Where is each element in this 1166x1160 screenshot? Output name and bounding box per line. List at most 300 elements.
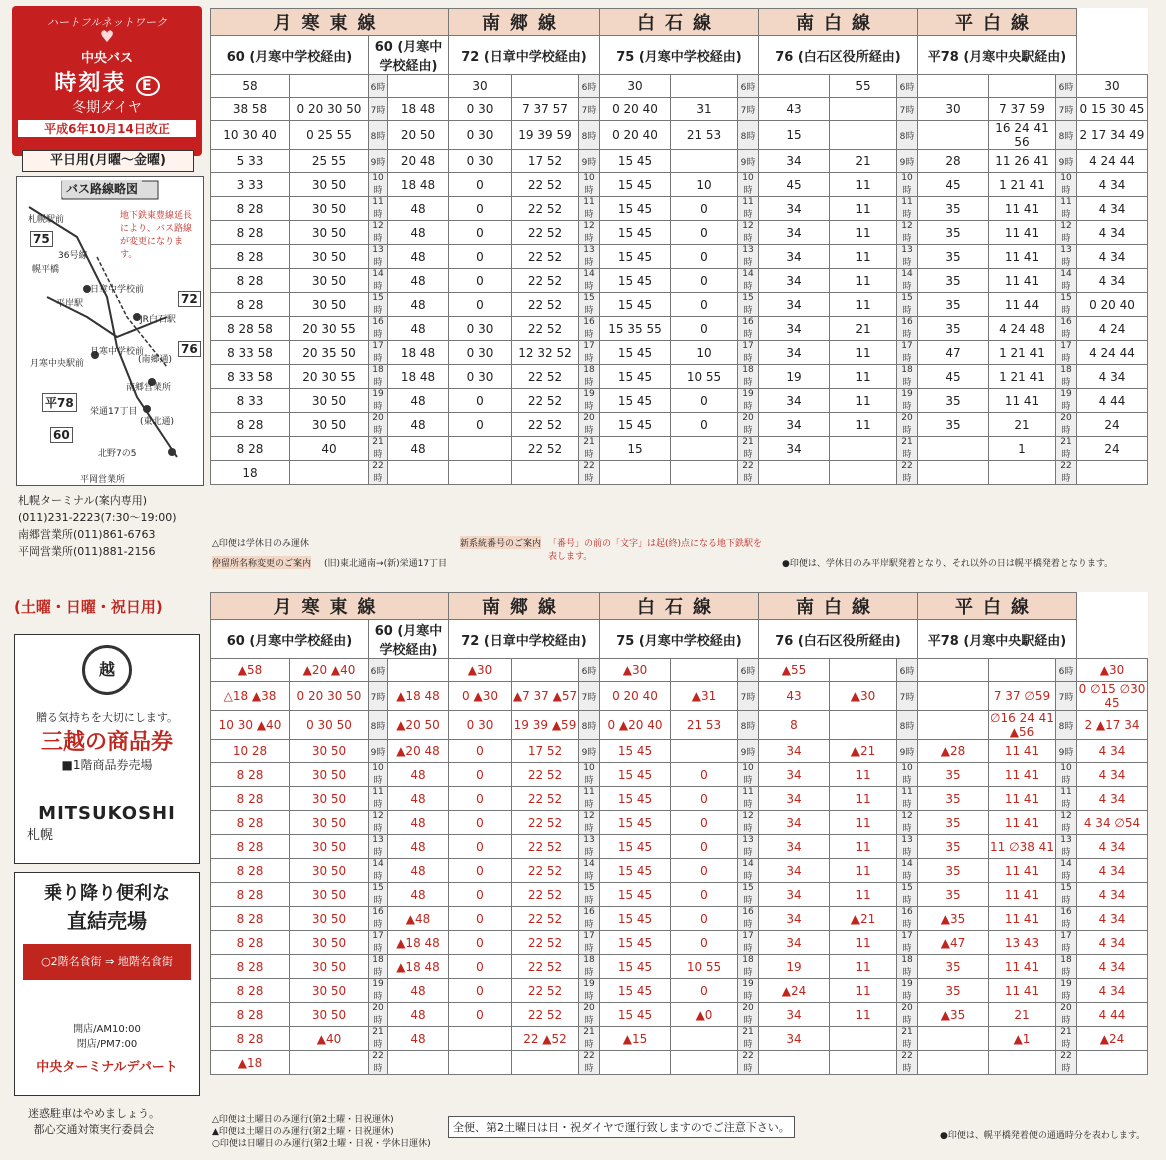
- mitsukoshi-floor: ■1階商品券売場: [61, 758, 153, 772]
- time-cell: 15 45: [600, 859, 671, 883]
- time-cell: 22 52: [512, 835, 579, 859]
- time-cell: 22 52: [512, 269, 579, 293]
- time-cell: 4 34: [1077, 979, 1148, 1003]
- time-cell: 15 45: [600, 150, 671, 173]
- time-cell: [830, 711, 897, 740]
- time-cell: 10: [671, 173, 738, 197]
- hour-cell: 16時: [1056, 317, 1077, 341]
- map-badge-78: 平78: [42, 393, 77, 412]
- time-cell: 30 50: [290, 979, 369, 1003]
- time-cell: [290, 1051, 369, 1075]
- time-cell: 34: [759, 1027, 830, 1051]
- revision-date: 平成6年10月14日改正: [18, 120, 196, 137]
- time-cell: 8 28: [211, 835, 290, 859]
- time-cell: 34: [759, 1003, 830, 1027]
- hour-cell: 18時: [1056, 955, 1077, 979]
- route-number: 72 (日章中学校経由): [449, 36, 600, 75]
- time-cell: [600, 1051, 671, 1075]
- timetable-grid: [210, 592, 1148, 1075]
- hour-cell: 13時: [369, 835, 388, 859]
- time-cell: 0: [671, 787, 738, 811]
- table-row: [211, 740, 1148, 763]
- hour-cell: 18時: [579, 955, 600, 979]
- hour-cell: 13時: [369, 245, 388, 269]
- slogan: ハートフルネットワーク: [47, 16, 167, 29]
- time-cell: 45: [918, 365, 989, 389]
- time-cell: ▲47: [918, 931, 989, 955]
- time-cell: 35: [918, 389, 989, 413]
- hour-cell: 16時: [897, 317, 918, 341]
- time-cell: 19: [759, 955, 830, 979]
- time-cell: ▲30: [830, 682, 897, 711]
- time-cell: 35: [918, 221, 989, 245]
- time-cell: 8 28 58: [211, 317, 290, 341]
- time-cell: 8 28: [211, 907, 290, 931]
- hour-cell: 7時: [579, 682, 600, 711]
- mitsukoshi-logo: 越: [82, 645, 132, 695]
- weekend-note-1: ▲印便は土曜日のみ運行(第2土曜・日祝運休): [212, 1127, 394, 1137]
- hour-cell: 20時: [579, 1003, 600, 1027]
- time-cell: 0: [671, 197, 738, 221]
- time-cell: 30: [449, 75, 512, 98]
- time-cell: 0: [449, 413, 512, 437]
- time-cell: 35: [918, 245, 989, 269]
- line-name: 平白線: [918, 593, 1077, 620]
- weekday-note-2: 停留所名称変更のご案内: [212, 556, 311, 569]
- time-cell: 0: [449, 221, 512, 245]
- hour-cell: 10時: [579, 763, 600, 787]
- time-cell: [388, 75, 449, 98]
- time-cell: 15 45: [600, 245, 671, 269]
- hour-cell: 7時: [897, 98, 918, 121]
- time-cell: 0: [449, 835, 512, 859]
- time-cell: 8 28: [211, 859, 290, 883]
- hour-cell: 6時: [1056, 659, 1077, 682]
- time-cell: 24: [1077, 413, 1148, 437]
- time-cell: ▲48: [388, 907, 449, 931]
- time-cell: ▲30: [1077, 659, 1148, 682]
- hour-cell: 17時: [369, 931, 388, 955]
- time-cell: ▲21: [830, 907, 897, 931]
- table-row: [211, 811, 1148, 835]
- time-cell: [671, 659, 738, 682]
- time-cell: 0: [671, 413, 738, 437]
- hour-cell: 6時: [579, 75, 600, 98]
- time-cell: 15: [759, 121, 830, 150]
- time-cell: 8: [759, 711, 830, 740]
- time-cell: [1077, 461, 1148, 485]
- hour-cell: 10時: [738, 763, 759, 787]
- time-cell: 30 50: [290, 389, 369, 413]
- time-cell: 0: [449, 197, 512, 221]
- map-note: 地下鉄東豊線延長により、バス路線が変更になります。: [120, 211, 193, 260]
- table-row: [211, 389, 1148, 413]
- mitsukoshi-product: 三越の商品券: [40, 730, 173, 755]
- time-cell: 35: [918, 269, 989, 293]
- hour-cell: 19時: [897, 979, 918, 1003]
- hour-cell: 21時: [738, 437, 759, 461]
- time-cell: [989, 659, 1056, 682]
- time-cell: 45: [918, 173, 989, 197]
- hour-cell: 21時: [897, 437, 918, 461]
- hour-cell: 8時: [1056, 121, 1077, 150]
- time-cell: 0 30: [449, 341, 512, 365]
- hour-cell: 18時: [369, 955, 388, 979]
- route-number: 76 (白石区役所経由): [759, 620, 918, 659]
- time-cell: 22 52: [512, 787, 579, 811]
- time-cell: 15 45: [600, 221, 671, 245]
- hour-cell: 10時: [738, 173, 759, 197]
- table-row: [211, 1027, 1148, 1051]
- terminal-dept-ad: [14, 872, 200, 1096]
- hour-cell: 9時: [369, 740, 388, 763]
- time-cell: 0 20 30 50: [290, 682, 369, 711]
- hour-cell: 10時: [1056, 173, 1077, 197]
- ad-b1: 地階名食街: [117, 955, 173, 968]
- map-badge-76: 76: [178, 341, 201, 357]
- hour-cell: 11時: [1056, 197, 1077, 221]
- time-cell: 22 52: [512, 365, 579, 389]
- time-cell: 0: [449, 811, 512, 835]
- time-cell: 8 33: [211, 389, 290, 413]
- time-cell: [918, 1027, 989, 1051]
- time-cell: 15 45: [600, 883, 671, 907]
- time-cell: △18 ▲38: [211, 682, 290, 711]
- hour-cell: 17時: [579, 341, 600, 365]
- hour-cell: 21時: [897, 1027, 918, 1051]
- season-label: 冬期ダイヤ: [72, 100, 142, 116]
- table-row: [211, 98, 1148, 121]
- time-cell: 48: [388, 763, 449, 787]
- time-cell: [290, 75, 369, 98]
- time-cell: [671, 1051, 738, 1075]
- time-cell: 21 53: [671, 121, 738, 150]
- time-cell: 11: [830, 341, 897, 365]
- time-cell: 34: [759, 197, 830, 221]
- time-cell: 11 41: [989, 740, 1056, 763]
- time-cell: 1 21 41: [989, 341, 1056, 365]
- table-row: [211, 121, 1148, 150]
- time-cell: 34: [759, 437, 830, 461]
- time-cell: [830, 121, 897, 150]
- time-cell: 22 52: [512, 811, 579, 835]
- time-cell: 0 20 40: [1077, 293, 1148, 317]
- time-cell: 22 52: [512, 763, 579, 787]
- time-cell: 30 50: [290, 197, 369, 221]
- table-row: [211, 150, 1148, 173]
- time-cell: 35: [918, 859, 989, 883]
- time-cell: 2 17 34 49: [1077, 121, 1148, 150]
- time-cell: 11: [830, 955, 897, 979]
- time-cell: 11: [830, 979, 897, 1003]
- time-cell: 0: [449, 883, 512, 907]
- time-cell: 30 50: [290, 859, 369, 883]
- time-cell: 0 25 55: [290, 121, 369, 150]
- weekend-note-3: ○印便は日曜日のみ運行(第2土曜・日祝・学休日運休): [212, 1139, 431, 1149]
- hour-cell: 8時: [369, 711, 388, 740]
- hour-cell: 22時: [1056, 1051, 1077, 1075]
- route-number: 平78 (月寒中央駅経由): [918, 620, 1077, 659]
- hour-cell: 10時: [897, 173, 918, 197]
- hour-cell: 16時: [579, 317, 600, 341]
- hour-cell: 22時: [738, 461, 759, 485]
- time-cell: ▲21: [830, 740, 897, 763]
- time-cell: 35: [918, 763, 989, 787]
- hour-cell: 15時: [369, 293, 388, 317]
- hour-cell: 15時: [897, 293, 918, 317]
- time-cell: ▲24: [759, 979, 830, 1003]
- hour-cell: 9時: [579, 150, 600, 173]
- hour-cell: 19時: [897, 389, 918, 413]
- time-cell: 22 52: [512, 859, 579, 883]
- time-cell: 11: [830, 413, 897, 437]
- map-badge-60: 60: [50, 427, 73, 443]
- mitsukoshi-city: 札幌: [27, 828, 54, 843]
- time-cell: 20 48: [388, 150, 449, 173]
- hour-cell: 20時: [579, 413, 600, 437]
- terminal-tel: (011)231-2223(7:30〜19:00): [18, 511, 177, 524]
- table-row: [211, 1051, 1148, 1075]
- time-cell: [830, 1027, 897, 1051]
- weekend-banner: (土曜・日曜・祝日用): [14, 598, 163, 616]
- time-cell: ▲20 50: [388, 711, 449, 740]
- time-cell: 0 20 30 50: [290, 98, 369, 121]
- table-row: [211, 883, 1148, 907]
- map-stop-nango-dori: (南郷通): [138, 355, 173, 365]
- time-cell: 15 45: [600, 365, 671, 389]
- table-row: [211, 197, 1148, 221]
- time-cell: 15 45: [600, 811, 671, 835]
- time-cell: 0: [449, 763, 512, 787]
- hour-cell: 15時: [579, 293, 600, 317]
- time-cell: 15 45: [600, 835, 671, 859]
- time-cell: 2 ▲17 34: [1077, 711, 1148, 740]
- hour-cell: 6時: [1056, 75, 1077, 98]
- time-cell: 11: [830, 365, 897, 389]
- time-cell: 30 50: [290, 269, 369, 293]
- time-cell: 11 41: [989, 907, 1056, 931]
- brand-header: [12, 6, 202, 156]
- time-cell: 15 45: [600, 389, 671, 413]
- hour-cell: 20時: [369, 1003, 388, 1027]
- time-cell: 0: [671, 221, 738, 245]
- time-cell: 4 34: [1077, 787, 1148, 811]
- time-cell: 11 41: [989, 883, 1056, 907]
- time-cell: 22 52: [512, 173, 579, 197]
- time-cell: ▲18 48: [388, 955, 449, 979]
- hour-cell: 22時: [369, 461, 388, 485]
- time-cell: 15 45: [600, 173, 671, 197]
- ad-title2: 直結売場: [67, 909, 147, 933]
- mitsukoshi-ad: [14, 634, 200, 864]
- time-cell: 0: [671, 883, 738, 907]
- hour-cell: 19時: [1056, 389, 1077, 413]
- hour-cell: 8時: [579, 711, 600, 740]
- time-cell: ▲15: [600, 1027, 671, 1051]
- time-cell: 4 34: [1077, 245, 1148, 269]
- time-cell: 48: [388, 437, 449, 461]
- table-row: [211, 461, 1148, 485]
- weekday-label: 平日用(月曜〜金曜): [22, 150, 194, 172]
- time-cell: 30 50: [290, 245, 369, 269]
- map-stop-jr-shiroishi: JR白石駅: [140, 315, 176, 325]
- time-cell: 11 41: [989, 197, 1056, 221]
- hour-cell: 15時: [1056, 293, 1077, 317]
- time-cell: [671, 740, 738, 763]
- time-cell: ▲18 48: [388, 931, 449, 955]
- hour-cell: 14時: [579, 859, 600, 883]
- time-cell: ▲20 ▲40: [290, 659, 369, 682]
- hour-cell: 10時: [1056, 763, 1077, 787]
- time-cell: 4 24 44: [1077, 341, 1148, 365]
- hour-cell: 21時: [579, 437, 600, 461]
- time-cell: 48: [388, 221, 449, 245]
- time-cell: 34: [759, 740, 830, 763]
- footer: [28, 1106, 160, 1138]
- time-cell: 22 52: [512, 197, 579, 221]
- mitsukoshi-brand: MITSUKOSHI: [38, 803, 176, 824]
- time-cell: 17 52: [512, 150, 579, 173]
- time-cell: 11 26 41: [989, 150, 1056, 173]
- map-title: バス路線略図: [62, 180, 142, 197]
- time-cell: 15 45: [600, 740, 671, 763]
- time-cell: [671, 1027, 738, 1051]
- hour-cell: 13時: [1056, 835, 1077, 859]
- time-cell: [512, 75, 579, 98]
- weekday-note-3: (旧)東北通南→(新)栄通17丁目: [324, 559, 448, 569]
- time-cell: 35: [918, 293, 989, 317]
- map-stop-hiraoka: 平岡営業所: [80, 475, 126, 485]
- time-cell: [388, 659, 449, 682]
- ad-floors: ○2階名食街 ⇒ 地階名食街: [23, 944, 191, 980]
- time-cell: 0 30: [449, 711, 512, 740]
- time-cell: 5 33: [211, 150, 290, 173]
- time-cell: 11 41: [989, 787, 1056, 811]
- hour-cell: 17時: [897, 341, 918, 365]
- table-row: [211, 365, 1148, 389]
- time-cell: 19 39 59: [512, 121, 579, 150]
- time-cell: 11 ∅38 41: [989, 835, 1056, 859]
- time-cell: 30: [600, 75, 671, 98]
- time-cell: 15 45: [600, 979, 671, 1003]
- time-cell: 11: [830, 221, 897, 245]
- hour-cell: 8時: [738, 711, 759, 740]
- hour-cell: 22時: [897, 1051, 918, 1075]
- hour-cell: 11時: [738, 197, 759, 221]
- time-cell: 12 32 52: [512, 341, 579, 365]
- time-cell: 35: [918, 787, 989, 811]
- hour-cell: 20時: [1056, 1003, 1077, 1027]
- time-cell: [449, 461, 512, 485]
- time-cell: 4 34: [1077, 365, 1148, 389]
- time-cell: 22 52: [512, 1003, 579, 1027]
- hour-cell: 19時: [738, 389, 759, 413]
- time-cell: 48: [388, 389, 449, 413]
- route-number: 平78 (月寒中央駅経由): [918, 36, 1077, 75]
- time-cell: 0: [449, 787, 512, 811]
- time-cell: [918, 1051, 989, 1075]
- table-row: [211, 437, 1148, 461]
- time-cell: 0 15 30 45: [1077, 98, 1148, 121]
- time-cell: ▲28: [918, 740, 989, 763]
- time-cell: 7 37 57: [512, 98, 579, 121]
- hour-cell: 9時: [1056, 150, 1077, 173]
- hour-cell: 19時: [579, 389, 600, 413]
- hour-cell: 7時: [369, 682, 388, 711]
- line-name: 月寒東線: [211, 9, 449, 36]
- time-cell: 4 34: [1077, 835, 1148, 859]
- hour-cell: 7時: [738, 98, 759, 121]
- time-cell: [918, 437, 989, 461]
- hour-cell: 14時: [738, 269, 759, 293]
- table-row: [211, 413, 1148, 437]
- hour-cell: 12時: [897, 221, 918, 245]
- time-cell: [918, 659, 989, 682]
- hour-cell: 10時: [369, 763, 388, 787]
- line-name: 南郷線: [449, 9, 600, 36]
- time-cell: 4 34: [1077, 931, 1148, 955]
- table-row: [211, 763, 1148, 787]
- time-cell: 20 50: [388, 121, 449, 150]
- time-cell: 20 35 50: [290, 341, 369, 365]
- time-cell: 18 48: [388, 173, 449, 197]
- hour-cell: 16時: [738, 317, 759, 341]
- time-cell: 34: [759, 763, 830, 787]
- hour-cell: 14時: [369, 269, 388, 293]
- time-cell: 48: [388, 787, 449, 811]
- time-cell: 0: [671, 763, 738, 787]
- time-cell: 48: [388, 197, 449, 221]
- route-number: 60 (月寒中学校経由): [211, 36, 369, 75]
- hour-cell: 20時: [897, 1003, 918, 1027]
- time-cell: 11: [830, 931, 897, 955]
- time-cell: 22 52: [512, 955, 579, 979]
- time-cell: 30: [1077, 75, 1148, 98]
- time-cell: 30 50: [290, 413, 369, 437]
- time-cell: 30 50: [290, 740, 369, 763]
- hour-cell: 22時: [579, 461, 600, 485]
- hour-cell: 7時: [1056, 682, 1077, 711]
- time-cell: 3 33: [211, 173, 290, 197]
- time-cell: 20 30 55: [290, 365, 369, 389]
- time-cell: ▲18: [211, 1051, 290, 1075]
- hour-cell: 8時: [897, 121, 918, 150]
- company-name: 中央バス: [80, 51, 133, 66]
- hour-cell: 15時: [738, 883, 759, 907]
- time-cell: 0: [671, 811, 738, 835]
- hour-cell: 9時: [738, 150, 759, 173]
- time-cell: 22 52: [512, 437, 579, 461]
- hour-cell: 15時: [1056, 883, 1077, 907]
- time-cell: 11 41: [989, 763, 1056, 787]
- time-cell: [759, 461, 830, 485]
- time-cell: 20 30 55: [290, 317, 369, 341]
- time-cell: ▲35: [918, 907, 989, 931]
- time-cell: 30 50: [290, 907, 369, 931]
- time-cell: 18 48: [388, 341, 449, 365]
- time-cell: ▲35: [918, 1003, 989, 1027]
- time-cell: 7 37 ∅59: [989, 682, 1056, 711]
- time-cell: 15 45: [600, 907, 671, 931]
- footer-line-1: 迷惑駐車はやめましょう。: [28, 1107, 160, 1120]
- time-cell: [671, 437, 738, 461]
- time-cell: [830, 1051, 897, 1075]
- hour-cell: 7時: [897, 682, 918, 711]
- time-cell: 11 41: [989, 221, 1056, 245]
- time-cell: ▲31: [671, 682, 738, 711]
- table-row: [211, 859, 1148, 883]
- time-cell: 21: [989, 1003, 1056, 1027]
